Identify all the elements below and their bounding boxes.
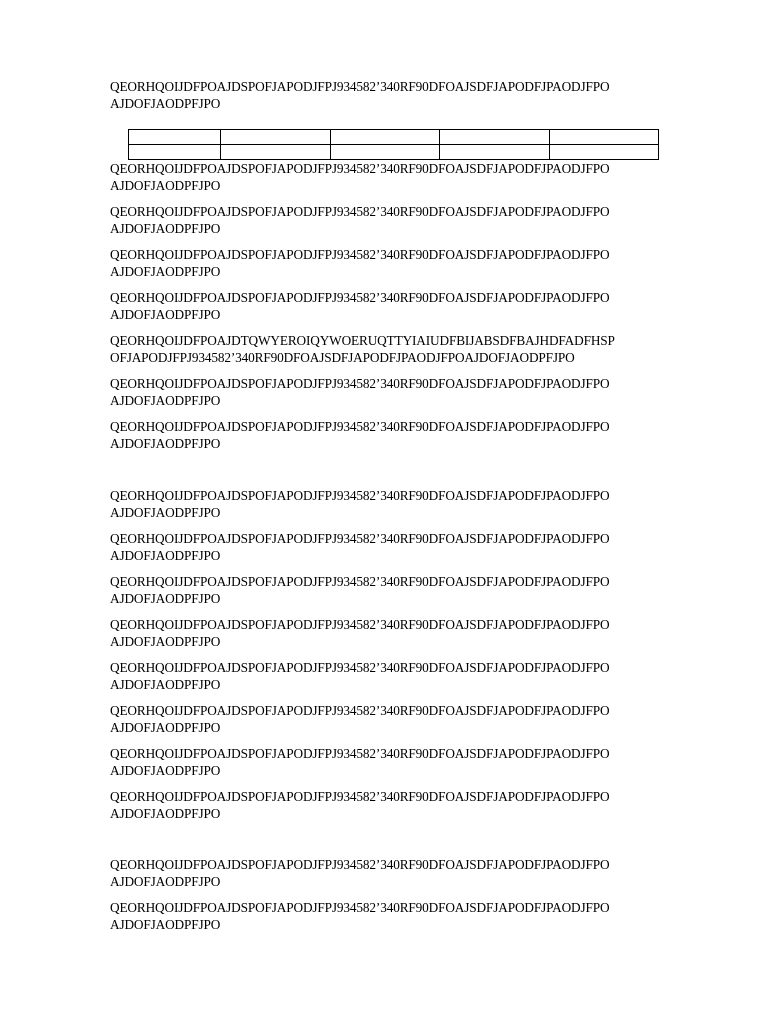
empty-table: [128, 129, 659, 160]
table-cell: [440, 130, 550, 145]
paragraph: [110, 78, 670, 112]
paragraph-line: QEORHQOIJDFPOAJDSPOFJAPODJFPJ934582’340RF90DFOAJSDFJAPODFJPAODJFPO: [110, 857, 610, 872]
paragraph-line: QEORHQOIJDFPOAJDSPOFJAPODJFPJ934582’340RF90DFOAJSDFJAPODFJPAODJFPO: [110, 660, 610, 675]
paragraph-line: QEORHQOIJDFPOAJDTQWYEROIQYWOERUQTTYIAIUDFBIJABSDFBAJHDFADFHSP: [110, 333, 615, 348]
table-cell: [331, 145, 440, 160]
paragraph-line: QEORHQOIJDFPOAJDSPOFJAPODJFPJ934582’340RF90DFOAJSDFJAPODFJPAODJFPO: [110, 574, 610, 589]
paragraph-line: AJDOFJAODPFJPO: [110, 178, 221, 193]
paragraph-line: QEORHQOIJDFPOAJDSPOFJAPODJFPJ934582’340RF90DFOAJSDFJAPODFJPAODJFPO: [110, 290, 610, 305]
table-row: [129, 130, 659, 145]
table-cell: [129, 130, 221, 145]
paragraph-line: AJDOFJAODPFJPO: [110, 634, 221, 649]
paragraph: [110, 899, 670, 933]
paragraph-line: QEORHQOIJDFPOAJDSPOFJAPODJFPJ934582’340RF90DFOAJSDFJAPODFJPAODJFPO: [110, 789, 610, 804]
paragraph: [110, 530, 670, 564]
paragraph: [110, 702, 670, 736]
paragraph-line: QEORHQOIJDFPOAJDSPOFJAPODJFPJ934582’340RF90DFOAJSDFJAPODFJPAODJFPO: [110, 79, 610, 94]
paragraph: [110, 659, 670, 693]
paragraph-line: QEORHQOIJDFPOAJDSPOFJAPODJFPJ934582’340RF90DFOAJSDFJAPODFJPAODJFPO: [110, 204, 610, 219]
paragraph: [110, 246, 670, 280]
paragraph-line: AJDOFJAODPFJPO: [110, 917, 221, 932]
paragraph-line: AJDOFJAODPFJPO: [110, 221, 221, 236]
paragraph-line: QEORHQOIJDFPOAJDSPOFJAPODJFPJ934582’340RF90DFOAJSDFJAPODFJPAODJFPO: [110, 703, 610, 718]
table-cell: [331, 130, 440, 145]
paragraph-line: OFJAPODJFPJ934582’340RF90DFOAJSDFJAPODFJPAODJFPOAJDOFJAODPFJPO: [110, 350, 575, 365]
paragraph-line: AJDOFJAODPFJPO: [110, 591, 221, 606]
table-cell: [440, 145, 550, 160]
paragraph-line: QEORHQOIJDFPOAJDSPOFJAPODJFPJ934582’340RF90DFOAJSDFJAPODFJPAODJFPO: [110, 488, 610, 503]
paragraph-line: QEORHQOIJDFPOAJDSPOFJAPODJFPJ934582’340RF90DFOAJSDFJAPODFJPAODJFPO: [110, 531, 610, 546]
paragraph-line: AJDOFJAODPFJPO: [110, 548, 221, 563]
paragraph-line: QEORHQOIJDFPOAJDSPOFJAPODJFPJ934582’340RF90DFOAJSDFJAPODFJPAODJFPO: [110, 376, 610, 391]
paragraph: [110, 745, 670, 779]
paragraph-line: AJDOFJAODPFJPO: [110, 677, 221, 692]
paragraph-line: AJDOFJAODPFJPO: [110, 307, 221, 322]
paragraph: [110, 418, 670, 452]
paragraph: [110, 160, 670, 194]
paragraph-line: QEORHQOIJDFPOAJDSPOFJAPODJFPJ934582’340RF90DFOAJSDFJAPODFJPAODJFPO: [110, 746, 610, 761]
paragraph-line: AJDOFJAODPFJPO: [110, 874, 221, 889]
table-row: [129, 145, 659, 160]
table-cell: [221, 145, 331, 160]
paragraph: [110, 289, 670, 323]
paragraph-line: QEORHQOIJDFPOAJDSPOFJAPODJFPJ934582’340RF90DFOAJSDFJAPODFJPAODJFPO: [110, 419, 610, 434]
paragraph: [110, 573, 670, 607]
paragraph: [110, 616, 670, 650]
paragraph: [110, 203, 670, 237]
paragraph-line: AJDOFJAODPFJPO: [110, 96, 221, 111]
paragraph-line: AJDOFJAODPFJPO: [110, 436, 221, 451]
paragraph-line: AJDOFJAODPFJPO: [110, 264, 221, 279]
table-cell: [129, 145, 221, 160]
paragraph-line: QEORHQOIJDFPOAJDSPOFJAPODJFPJ934582’340RF90DFOAJSDFJAPODFJPAODJFPO: [110, 247, 610, 262]
paragraph: [110, 856, 670, 890]
paragraph-line: QEORHQOIJDFPOAJDSPOFJAPODJFPJ934582’340RF90DFOAJSDFJAPODFJPAODJFPO: [110, 617, 610, 632]
paragraph: [110, 375, 670, 409]
paragraph-line: AJDOFJAODPFJPO: [110, 393, 221, 408]
paragraph-line: AJDOFJAODPFJPO: [110, 720, 221, 735]
paragraph-line: AJDOFJAODPFJPO: [110, 763, 221, 778]
paragraph: [110, 487, 670, 521]
paragraph-line: AJDOFJAODPFJPO: [110, 505, 221, 520]
paragraph: [110, 332, 670, 366]
table-cell: [550, 145, 659, 160]
paragraph-line: QEORHQOIJDFPOAJDSPOFJAPODJFPJ934582’340RF90DFOAJSDFJAPODFJPAODJFPO: [110, 161, 610, 176]
paragraph-line: QEORHQOIJDFPOAJDSPOFJAPODJFPJ934582’340RF90DFOAJSDFJAPODFJPAODJFPO: [110, 900, 610, 915]
paragraph: [110, 788, 670, 822]
paragraph-line: AJDOFJAODPFJPO: [110, 806, 221, 821]
table-cell: [221, 130, 331, 145]
table-cell: [550, 130, 659, 145]
